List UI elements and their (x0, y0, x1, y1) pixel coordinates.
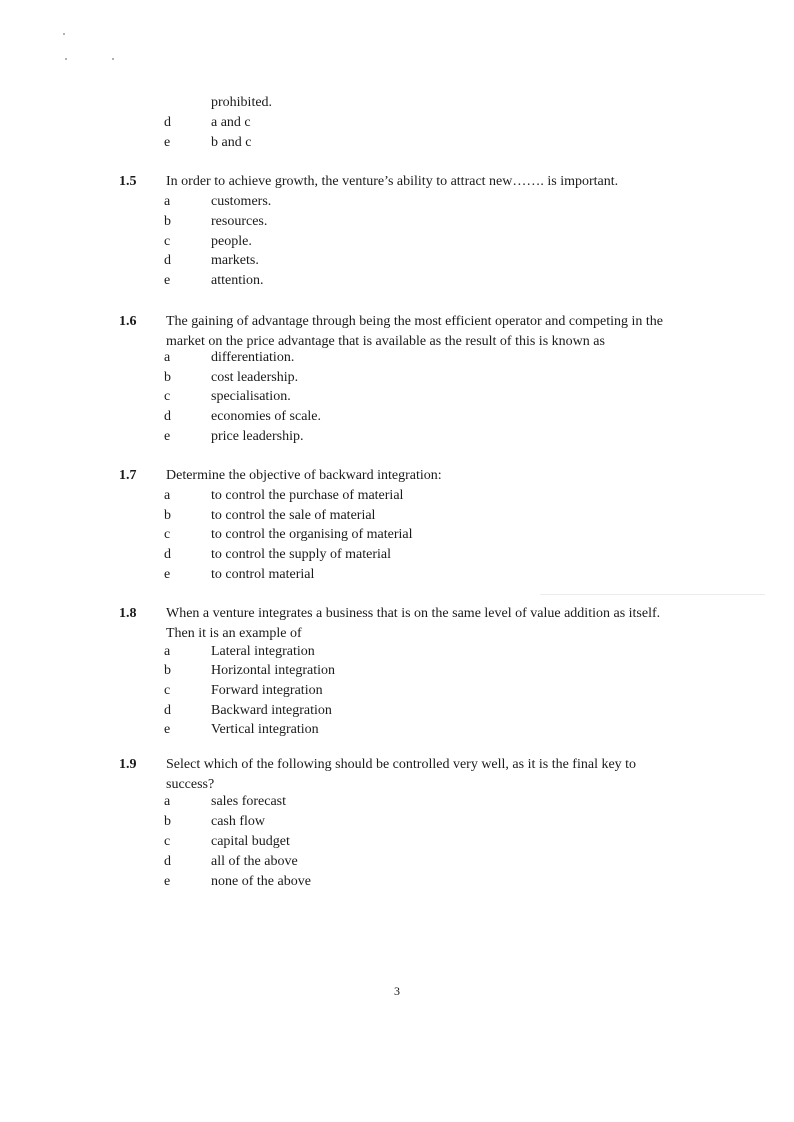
option-text: price leadership. (211, 429, 304, 444)
option-letter: c (164, 234, 171, 249)
option-letter: b (164, 663, 171, 678)
option-letter: d (164, 409, 171, 424)
option-text: specialisation. (211, 389, 291, 404)
carryover-tail-text: prohibited. (211, 95, 273, 110)
option-text: attention. (211, 273, 264, 288)
option-letter: c (164, 389, 171, 404)
question-number: 1.5 (119, 174, 137, 189)
option-text: capital budget (211, 834, 290, 849)
option-letter: e (164, 429, 171, 444)
question-stem: Determine the objective of backward integration: (166, 468, 442, 483)
option-text: customers. (211, 194, 272, 209)
option-letter: d (164, 115, 171, 130)
option-text: sales forecast (211, 794, 287, 809)
option-letter: d (164, 253, 171, 268)
question-number: 1.7 (119, 468, 137, 483)
option-text: Lateral integration (211, 644, 315, 659)
option-text: cash flow (211, 814, 266, 829)
scan-speck (112, 58, 114, 60)
scan-speck (63, 33, 65, 35)
option-letter: b (164, 814, 171, 829)
question-number: 1.6 (119, 314, 137, 329)
option-text: all of the above (211, 854, 298, 869)
option-letter: e (164, 567, 171, 582)
option-letter: e (164, 874, 171, 889)
option-text: cost leadership. (211, 370, 299, 385)
option-text: Horizontal integration (211, 663, 336, 678)
option-text: to control the purchase of material (211, 488, 404, 503)
option-text: Forward integration (211, 683, 323, 698)
option-text: Backward integration (211, 703, 332, 718)
option-letter: a (164, 488, 171, 503)
option-text: to control the supply of material (211, 547, 392, 562)
option-letter: d (164, 547, 171, 562)
option-text: markets. (211, 253, 259, 268)
option-text: b and c (211, 135, 252, 150)
scan-speck (65, 58, 67, 60)
option-letter: d (164, 854, 171, 869)
option-letter: c (164, 527, 171, 542)
scan-rule (540, 594, 765, 595)
option-letter: e (164, 722, 171, 737)
option-text: Vertical integration (211, 722, 319, 737)
option-letter: e (164, 135, 171, 150)
question-stem: The gaining of advantage through being the most efficient operator and competing in the market on the price advantage that is available as the result of this is known as (166, 314, 663, 349)
option-letter: a (164, 644, 171, 659)
option-text: to control the organising of material (211, 527, 413, 542)
question-stem: When a venture integrates a business that is on the same level of value addition as itself. Then it is an example of (166, 606, 661, 641)
option-text: none of the above (211, 874, 311, 889)
question-number: 1.9 (119, 757, 137, 772)
question-stem: Select which of the following should be controlled very well, as it is the final key to success? (166, 757, 637, 792)
option-letter: b (164, 370, 171, 385)
option-letter: a (164, 194, 171, 209)
option-letter: c (164, 834, 171, 849)
option-letter: a (164, 794, 171, 809)
option-text: a and c (211, 115, 251, 130)
option-letter: d (164, 703, 171, 718)
option-text: people. (211, 234, 252, 249)
question-stem: In order to achieve growth, the venture’s ability to attract new……. is important. (166, 174, 619, 189)
option-letter: b (164, 508, 171, 523)
option-letter: b (164, 214, 171, 229)
option-text: differentiation. (211, 350, 295, 365)
page-number: 3 (394, 984, 400, 998)
option-text: to control material (211, 567, 315, 582)
option-text: to control the sale of material (211, 508, 376, 523)
option-text: resources. (211, 214, 268, 229)
option-text: economies of scale. (211, 409, 322, 424)
option-letter: c (164, 683, 171, 698)
question-number: 1.8 (119, 606, 137, 621)
option-letter: a (164, 350, 171, 365)
option-letter: e (164, 273, 171, 288)
